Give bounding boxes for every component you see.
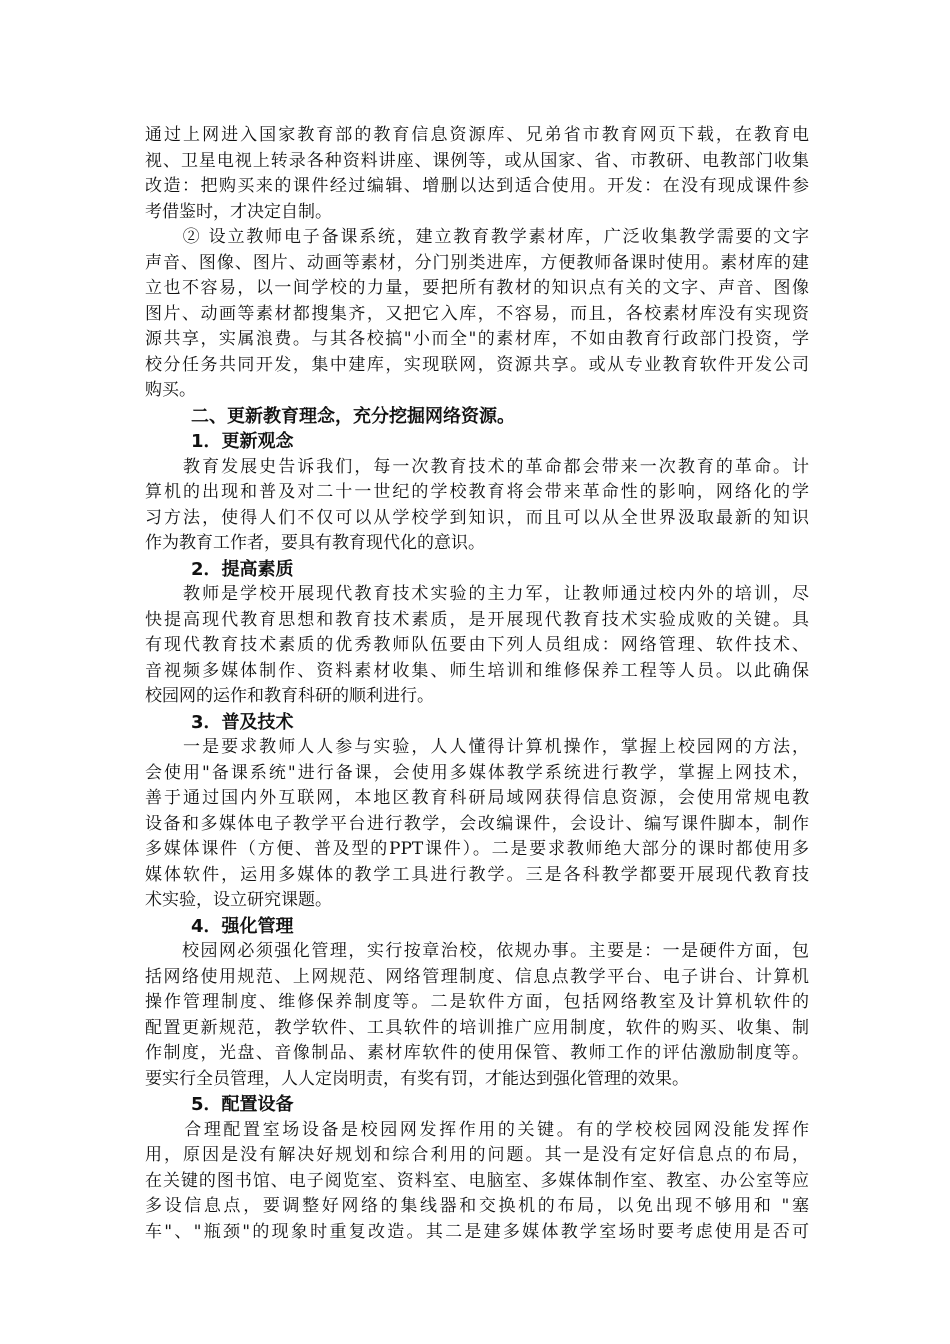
text-line: 教育发展史告诉我们，每一次教育技术的革命都会带来一次教育的革命。计	[145, 456, 809, 477]
subsection-heading: 4．强化管理	[191, 915, 294, 937]
paragraph	[145, 939, 809, 1092]
text-line: 合理配置室场设备是校园网发挥作用的关键。有的学校校园网没能发挥作	[145, 1119, 809, 1140]
text-line: 源共享，实属浪费。与其各校搞"小而全"的素材库，不如由教育行政部门投资，学	[145, 329, 809, 349]
text-line: 教师是学校开展现代教育技术实验的主力军，让教师通过校内外的培训，尽	[145, 584, 809, 604]
paragraph	[145, 455, 809, 557]
text-line: 习方法，使得人们不仅可以从学校学到知识，而且可以从全世界汲取最新的知识	[145, 507, 809, 528]
paragraph	[145, 123, 809, 225]
subsection-heading: 1．更新观念	[191, 431, 294, 452]
subsection-heading: 3．普及技术	[191, 711, 294, 733]
text-line: 设备和多媒体电子教学平台进行教学，会改编课件，会设计、编写课件脚本，制作	[145, 813, 809, 834]
text-line: 术实验，设立研究课题。	[145, 890, 332, 910]
text-line: 校园网的运作和教育科研的顺利进行。	[145, 686, 434, 706]
section-heading: 二、更新教育理念，充分挖掘网络资源。	[191, 405, 515, 427]
paragraph	[145, 582, 809, 710]
text-line: 校园网必须强化管理，实行按章治校，依规办事。主要是：一是硬件方面，包	[145, 941, 809, 961]
text-line: 多媒体课件（方便、普及型的PPT课件）。二是要求教师绝大部分的课时都使用多	[145, 839, 809, 859]
text-line: 改造：把购买来的课件经过编辑、增删以达到适合使用。开发：在没有现成课件参	[145, 176, 809, 196]
document-body	[145, 123, 809, 1245]
text-line: 在关键的图书馆、电子阅览室、资料室、电脑室、多媒体制作室、教室、办公室等应	[145, 1170, 809, 1191]
text-line: 作为教育工作者，要具有教育现代化的意识。	[145, 533, 485, 553]
text-line: 算机的出现和普及对二十一世纪的学校教育将会带来革命性的影响，网络化的学	[145, 482, 809, 502]
text-line: 图片、动画等素材都搜集齐，又把它入库，不容易，而且，各校素材库没有实现资	[145, 303, 809, 324]
text-line: ② 设立教师电子备课系统，建立教育教学素材库，广泛收集教学需要的文字	[145, 227, 809, 247]
text-line: 声音、图像、图片、动画等素材，分门别类进库，方便教师备课时使用。素材库的建	[145, 252, 809, 273]
text-line: 配置更新规范，教学软件、工具软件的培训推广应用制度，软件的购买、收集、制	[145, 1017, 809, 1038]
text-line: 媒体软件，运用多媒体的教学工具进行教学。三是各科教学都要开展现代教育技	[145, 864, 809, 885]
text-line: 括网络使用规范、上网规范、网络管理制度、信息点教学平台、电子讲台、计算机	[145, 966, 809, 987]
text-line: 要实行全员管理，人人定岗明责，有奖有罚，才能达到强化管理的效果。	[145, 1068, 689, 1089]
text-line: 操作管理制度、维修保养制度等。二是软件方面，包括网络教室及计算机软件的	[145, 992, 809, 1012]
text-line: 快提高现代教育思想和教育技术素质，是开展现代教育技术实验成败的关键。具	[145, 609, 809, 630]
text-line: 购买。	[145, 380, 196, 400]
text-line: 通过上网进入国家教育部的教育信息资源库、兄弟省市教育网页下载，在教育电	[145, 125, 809, 145]
text-line: 车"、"瓶颈"的现象时重复改造。其二是建多媒体教学室场时要考虑使用是否可	[145, 1221, 809, 1242]
text-line: 音视频多媒体制作、资料素材收集、师生培训和维修保养工程等人员。以此确保	[145, 660, 809, 681]
text-line: 作制度，光盘、音像制品、素材库软件的使用保管、教师工作的评估激励制度等。	[145, 1043, 809, 1063]
text-line: 会使用"备课系统"进行备课，会使用多媒体教学系统进行教学，掌握上网技术，	[145, 762, 809, 783]
paragraph	[145, 225, 809, 404]
text-line: 善于通过国内外互联网，本地区教育科研局域网获得信息资源，会使用常规电教	[145, 788, 809, 808]
text-line: 立也不容易，以一间学校的力量，要把所有教材的知识点有关的文字、声音、图像	[145, 278, 809, 298]
text-line: 校分任务共同开发，集中建库，实现联网，资源共享。或从专业教育软件开发公司	[145, 354, 809, 375]
text-line: 视、卫星电视上转录各种资料讲座、课例等，或从国家、省、市教研、电教部门收集	[145, 150, 809, 171]
text-line: 有现代教育技术素质的优秀教师队伍要由下列人员组成：网络管理、软件技术、	[145, 635, 809, 655]
text-line: 多设信息点，要调整好网络的集线器和交换机的布局，以免出现不够用和 "塞	[145, 1196, 809, 1216]
subsection-heading: 2．提高素质	[191, 558, 294, 580]
paragraph	[145, 735, 809, 914]
subsection-heading: 5．配置设备	[191, 1094, 294, 1115]
text-line: 一是要求教师人人参与实验，人人懂得计算机操作，掌握上校园网的方法，	[145, 737, 809, 757]
text-line: 考借鉴时，才决定自制。	[145, 201, 332, 222]
text-line: 用，原因是没有解决好规划和综合利用的问题。其一是没有定好信息点的布局，	[145, 1145, 809, 1165]
paragraph	[145, 1118, 809, 1246]
